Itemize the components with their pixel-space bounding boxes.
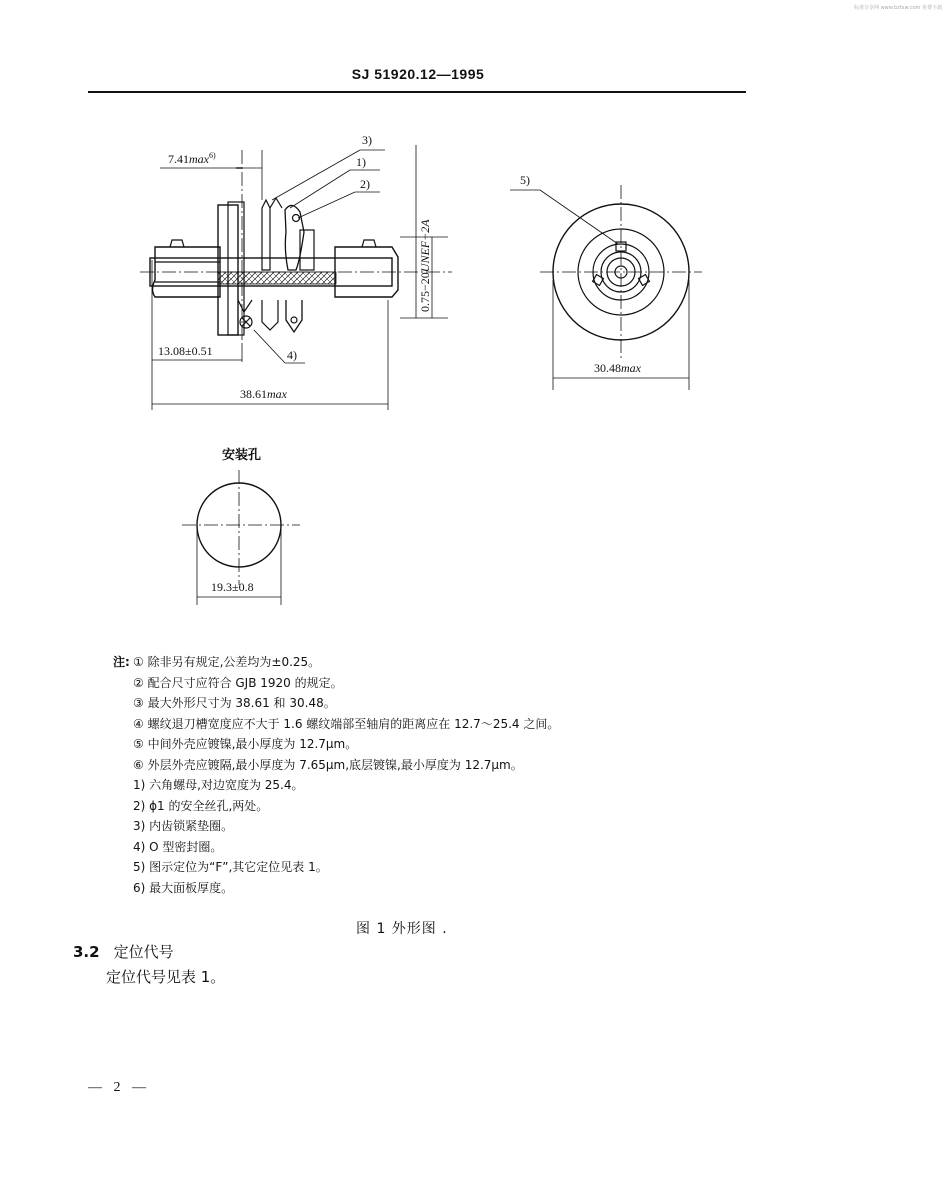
callout-5: 5) — [520, 173, 530, 187]
note-item: 4) O 型密封圈。 — [133, 839, 223, 854]
note-item: 1) 六角螺母,对边宽度为 25.4。 — [133, 778, 304, 792]
side-view-drawing — [140, 150, 452, 345]
notes-list — [113, 652, 559, 898]
dim-diameter: 30.48max — [594, 361, 641, 375]
dim-length-total: 38.61max — [240, 387, 287, 401]
dim-panel-thickness: $7.41\max^{6)}$ — [168, 151, 216, 166]
notes-block — [113, 652, 559, 898]
note-item: ① 除非另有规定,公差均为±0.25。 — [133, 655, 321, 669]
note-item: ⑤ 中间外壳应镀镍,最小厚度为 12.7μm。 — [133, 737, 358, 751]
front-view-drawing — [510, 185, 702, 390]
figure-caption: 图 1 外形图 . — [356, 921, 448, 937]
callout-1: 1) — [356, 155, 366, 169]
standard-code: SJ 51920.12—1995 — [351, 66, 485, 82]
note-item: ⑥ 外层外壳应镀隔,最小厚度为 7.65μm,底层镀镍,最小厚度为 12.7μm。 — [133, 757, 523, 772]
note-item: 5) 图示定位为“F”,其它定位见表 1。 — [133, 860, 328, 874]
section-body: 定位代号见表 1。 — [106, 968, 226, 986]
section-number: 3.2 — [73, 943, 100, 961]
note-item: 3) 内齿锁紧垫圈。 — [133, 819, 234, 833]
callout-4: 4) — [287, 348, 297, 362]
note-item: ④ 螺纹退刀槽宽度应不大于 1.6 螺纹端部至轴肩的距离应在 12.7～25.4 之间。 — [133, 716, 560, 731]
mounting-hole-title: 安装孔 — [222, 448, 262, 463]
note-item: ② 配合尺寸应符合 GJB 1920 的规定。 — [133, 675, 343, 690]
section-heading — [73, 941, 174, 962]
note-item: 2) ϕ1 的安全丝孔,两处。 — [133, 798, 269, 813]
notes-prefix: 注: — [113, 655, 130, 669]
watermark-text: 标准分享网 www.bzfxw.com 免费下载 — [854, 5, 942, 11]
section-title: 定位代号 — [113, 943, 174, 961]
note-item: ③ 最大外形尺寸为 38.61 和 30.48。 — [133, 696, 336, 710]
mounting-hole-dim: 19.3±0.8 — [211, 580, 254, 594]
page-number: — 2 — — [88, 1080, 150, 1095]
callout-3: 3) — [362, 133, 372, 147]
dim-length-part: 13.08±0.51 — [158, 344, 213, 358]
callout-2: 2) — [360, 177, 370, 191]
note-item: 6) 最大面板厚度。 — [133, 880, 234, 895]
dim-thread: 0.75−20UNEF−2A — [418, 219, 432, 312]
